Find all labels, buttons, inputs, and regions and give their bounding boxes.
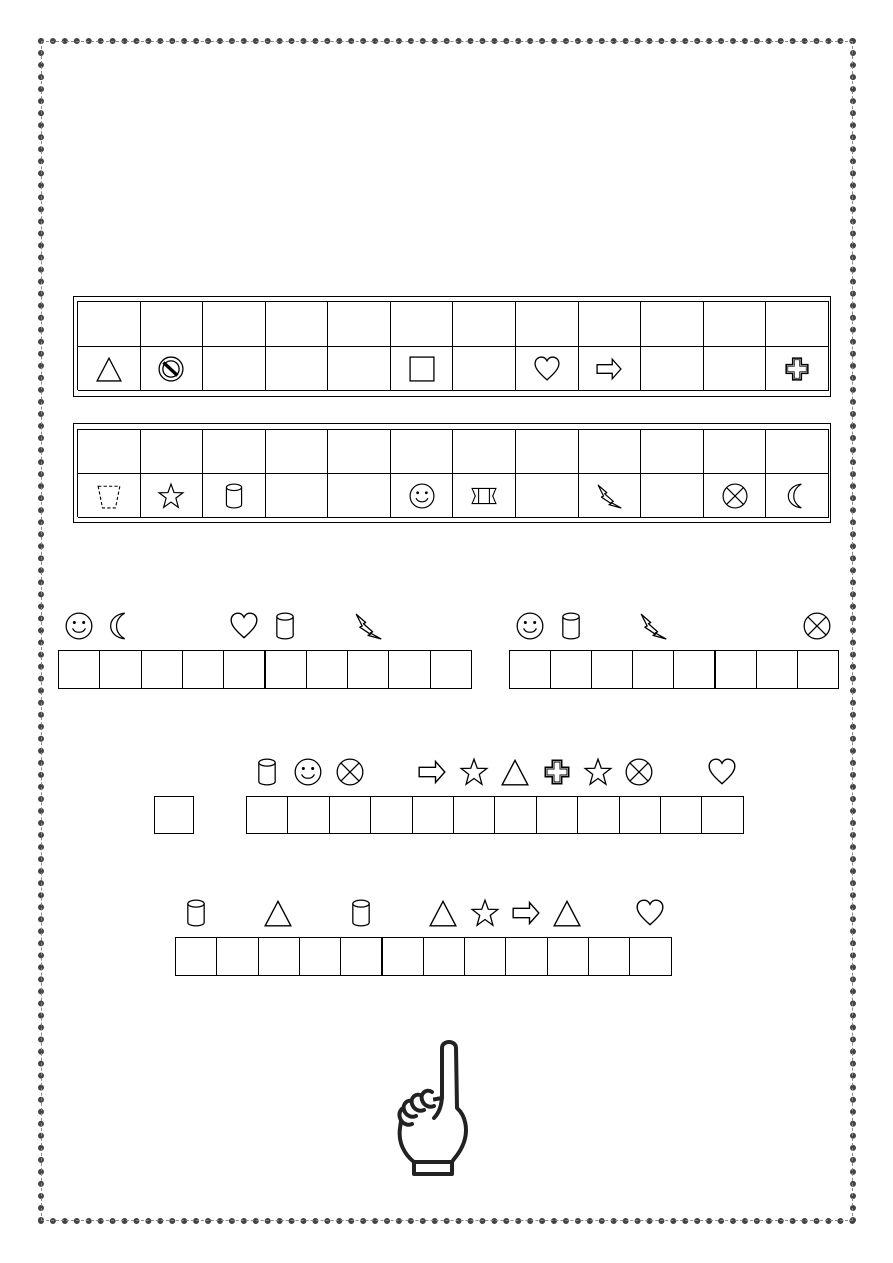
key-symbol-cell	[141, 474, 204, 518]
answer-box[interactable]	[216, 937, 258, 976]
cylinder-icon	[347, 899, 375, 927]
lightning-icon	[596, 483, 622, 509]
heart-icon	[230, 612, 258, 640]
key-symbol-cell	[579, 347, 642, 391]
answer-box[interactable]	[175, 937, 217, 976]
key-symbol-cell	[516, 347, 579, 391]
key-symbol-cell	[704, 347, 767, 391]
answer-box[interactable]	[494, 796, 536, 834]
answer-box[interactable]	[347, 650, 389, 689]
answer-box[interactable]	[577, 796, 619, 834]
answer-box[interactable]	[619, 796, 661, 834]
key-symbol-cell	[391, 347, 454, 391]
key-letter-cell[interactable]	[203, 430, 266, 474]
answer-box[interactable]	[430, 650, 472, 689]
answer-box[interactable]	[412, 796, 454, 834]
key-symbol-cell	[78, 474, 141, 518]
key-symbol-cell	[579, 474, 642, 518]
answer-box[interactable]	[715, 650, 757, 689]
key-symbol-cell	[516, 474, 579, 518]
key-letter-cell[interactable]	[141, 430, 204, 474]
answer-box[interactable]	[756, 650, 798, 689]
smiley-icon	[65, 612, 93, 640]
heart-icon	[708, 758, 736, 786]
answer-box[interactable]	[58, 650, 100, 689]
key-symbol-cell	[453, 474, 516, 518]
key-letter-cell[interactable]	[328, 430, 391, 474]
cup-icon	[96, 483, 122, 509]
key-letter-cell[interactable]	[516, 302, 579, 347]
smiley-icon	[516, 612, 544, 640]
answer-box[interactable]	[550, 650, 592, 689]
answer-box[interactable]	[591, 650, 633, 689]
smiley-icon	[294, 758, 322, 786]
star-icon	[471, 899, 499, 927]
key-letter-cell[interactable]	[579, 302, 642, 347]
key-letter-cell[interactable]	[453, 430, 516, 474]
key-symbol-cell	[766, 474, 829, 518]
key-symbol-cell	[453, 347, 516, 391]
key-letter-cell[interactable]	[203, 302, 266, 347]
key-letter-cell[interactable]	[641, 430, 704, 474]
answer-box[interactable]	[306, 650, 348, 689]
arrow-right-icon	[512, 899, 540, 927]
key-symbol-cell	[328, 474, 391, 518]
answer-box[interactable]	[505, 937, 547, 976]
key-symbol-cell	[141, 347, 204, 391]
answer-box[interactable]	[660, 796, 702, 834]
key-symbol-cell	[641, 347, 704, 391]
answer-box[interactable]	[154, 796, 194, 834]
cylinder-icon	[253, 758, 281, 786]
key-symbol-cell	[78, 347, 141, 391]
answer-box[interactable]	[99, 650, 141, 689]
key-letter-cell[interactable]	[391, 302, 454, 347]
triangle-icon	[96, 356, 122, 382]
key-letter-cell[interactable]	[704, 430, 767, 474]
triangle-icon	[553, 899, 581, 927]
answer-box[interactable]	[547, 937, 589, 976]
heart-icon	[534, 356, 560, 382]
answer-box[interactable]	[423, 937, 465, 976]
answer-box[interactable]	[258, 937, 300, 976]
triangle-icon	[264, 899, 292, 927]
circle-x-icon	[803, 612, 831, 640]
key-symbol-cell	[266, 347, 329, 391]
lightning-icon	[354, 612, 382, 640]
key-symbol-cell	[641, 474, 704, 518]
answer-box[interactable]	[141, 650, 183, 689]
key-table-1	[77, 301, 829, 390]
crescent-moon-icon	[106, 612, 134, 640]
answer-box[interactable]	[632, 650, 674, 689]
no-entry-icon	[158, 356, 184, 382]
cylinder-icon	[557, 612, 585, 640]
answer-box[interactable]	[246, 796, 288, 834]
answer-box[interactable]	[629, 937, 671, 976]
answer-box[interactable]	[536, 796, 578, 834]
key-letter-cell[interactable]	[78, 430, 141, 474]
key-letter-cell[interactable]	[141, 302, 204, 347]
key-symbol-cell	[328, 347, 391, 391]
arrow-right-icon	[596, 356, 622, 382]
answer-box[interactable]	[265, 650, 307, 689]
key-letter-cell[interactable]	[641, 302, 704, 347]
key-letter-cell[interactable]	[328, 302, 391, 347]
ribbon-icon	[471, 483, 497, 509]
heart-icon	[636, 899, 664, 927]
key-table-2	[77, 429, 829, 517]
key-symbol-cell	[203, 347, 266, 391]
cross-icon	[784, 356, 810, 382]
answer-box[interactable]	[340, 937, 382, 976]
triangle-icon	[501, 758, 529, 786]
key-letter-cell[interactable]	[766, 430, 829, 474]
key-letter-cell[interactable]	[766, 302, 829, 347]
key-letter-cell[interactable]	[516, 430, 579, 474]
star-icon	[460, 758, 488, 786]
answer-box[interactable]	[453, 796, 495, 834]
smiley-icon	[409, 483, 435, 509]
key-letter-cell[interactable]	[391, 430, 454, 474]
cross-icon	[543, 758, 571, 786]
key-letter-cell[interactable]	[78, 302, 141, 347]
cylinder-icon	[221, 483, 247, 509]
answer-box[interactable]	[509, 650, 551, 689]
circle-x-icon	[722, 483, 748, 509]
answer-box[interactable]	[382, 937, 424, 976]
key-symbol-cell	[766, 347, 829, 391]
cylinder-icon	[182, 899, 210, 927]
answer-box[interactable]	[182, 650, 224, 689]
answer-box[interactable]	[797, 650, 839, 689]
cylinder-icon	[271, 612, 299, 640]
key-letter-cell[interactable]	[704, 302, 767, 347]
key-letter-cell[interactable]	[453, 302, 516, 347]
lightning-icon	[639, 612, 667, 640]
arrow-right-icon	[418, 758, 446, 786]
crescent-moon-icon	[784, 483, 810, 509]
answer-box[interactable]	[464, 937, 506, 976]
key-letter-cell[interactable]	[266, 302, 329, 347]
answer-box[interactable]	[329, 796, 371, 834]
key-symbol-cell	[266, 474, 329, 518]
key-letter-cell[interactable]	[266, 430, 329, 474]
key-symbol-cell	[704, 474, 767, 518]
answer-box[interactable]	[588, 937, 630, 976]
answer-box[interactable]	[701, 796, 743, 834]
square-icon	[409, 356, 435, 382]
pointing-hand-icon	[394, 1038, 470, 1178]
circle-x-icon	[336, 758, 364, 786]
star-icon	[584, 758, 612, 786]
answer-box[interactable]	[370, 796, 412, 834]
answer-box[interactable]	[223, 650, 265, 689]
key-symbol-cell	[203, 474, 266, 518]
star-icon	[158, 483, 184, 509]
answer-box[interactable]	[299, 937, 341, 976]
key-symbol-cell	[391, 474, 454, 518]
circle-x-icon	[625, 758, 653, 786]
key-letter-cell[interactable]	[579, 430, 642, 474]
answer-box[interactable]	[673, 650, 715, 689]
triangle-icon	[429, 899, 457, 927]
answer-box[interactable]	[388, 650, 430, 689]
answer-box[interactable]	[287, 796, 329, 834]
